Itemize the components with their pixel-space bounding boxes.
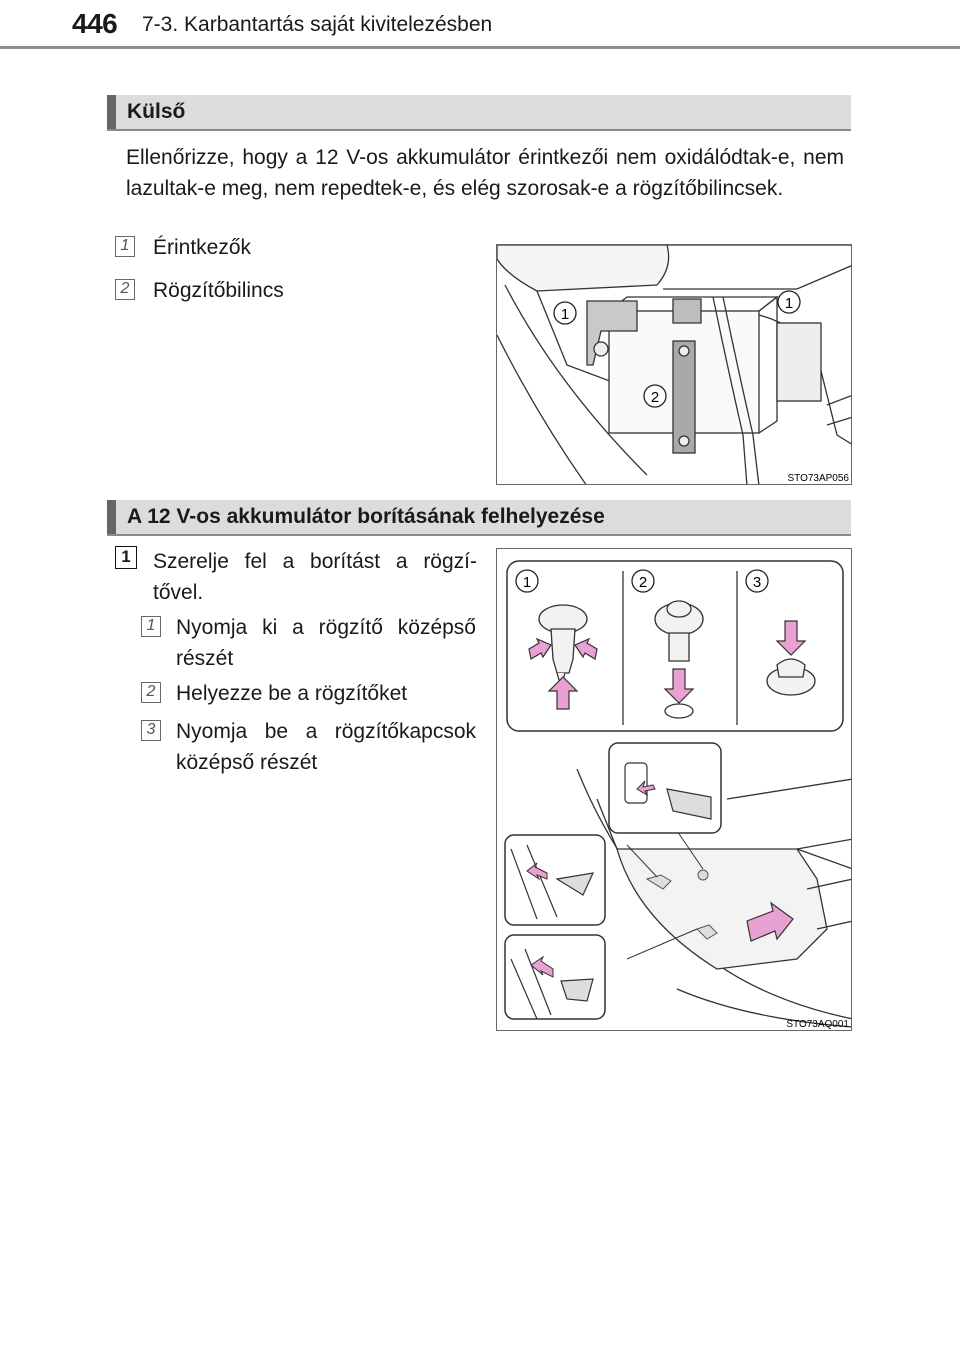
section-bar	[107, 95, 116, 129]
callout-label: 3	[752, 574, 762, 591]
figure-code: STO73AQ001	[786, 1019, 849, 1030]
running-title: 7-3. Karbantartás saját kivitelezésben	[142, 13, 493, 36]
header-rule	[0, 46, 960, 49]
body-paragraph: Ellenőrizze, hogy a 12 V-os akkumulátor érintkezői nem oxidálódtak-e, nem lazultak-e meg, nem repedtek-e, és elég szorosak-e a rögzítőbilincsek.	[126, 146, 844, 200]
callout-label: 2	[650, 389, 660, 406]
substep-text-line1: Nyomja ki a rögzítő középső	[176, 616, 476, 639]
substep-text-line1: Nyomja be a rögzítőkapcsok	[176, 720, 476, 743]
cover-illustration	[497, 549, 852, 1031]
section-heading-kulso	[107, 95, 851, 131]
section-title: A 12 V-os akkumulátor borításának felhelyezése	[127, 505, 605, 528]
step-number: 1	[115, 546, 137, 569]
callout-label: 1	[522, 574, 532, 591]
page-number: 446	[72, 8, 118, 39]
cover-install-figure	[496, 548, 852, 1031]
substep-number: 2	[141, 682, 161, 703]
item-number: 2	[115, 279, 135, 300]
battery-illustration	[497, 245, 852, 485]
callout-label: 1	[560, 306, 570, 323]
item-label-rogzitobilincs: Rögzítőbilincs	[153, 279, 284, 302]
section-heading-cover-install	[107, 500, 851, 536]
battery-terminal-figure	[496, 244, 852, 485]
item-label-erintkezok: Érintkezők	[153, 236, 252, 259]
substep-number: 1	[141, 616, 161, 637]
section-title: Külső	[127, 100, 186, 123]
figure-code: STO73AP056	[787, 473, 849, 484]
callout-label: 1	[784, 295, 794, 312]
item-number: 1	[115, 236, 135, 257]
section-bar	[107, 500, 116, 534]
substep-text-line2: középső részét	[176, 751, 318, 774]
callout-label: 2	[638, 574, 648, 591]
step-text-line2: tővel.	[153, 581, 204, 604]
step-text-line1: Szerelje fel a borítást a rögzí-	[153, 550, 477, 573]
substep-number: 3	[141, 720, 161, 741]
substep-text-line2: részét	[176, 647, 234, 670]
substep-text-line1: Helyezze be a rögzítőket	[176, 682, 408, 705]
